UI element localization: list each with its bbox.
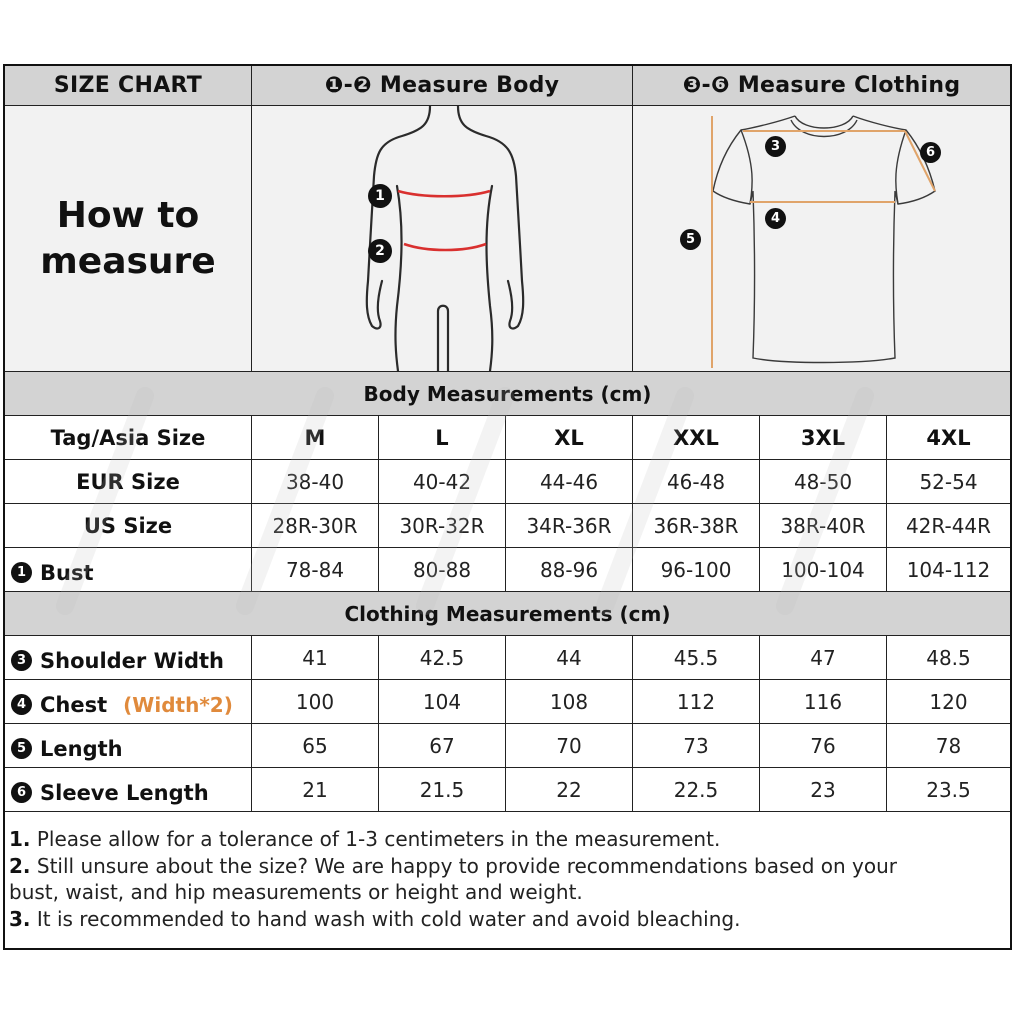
size-3xl: 3XL <box>800 425 846 450</box>
divider <box>632 415 633 591</box>
table-cell: 21 <box>302 777 328 802</box>
us-size-label: US Size <box>83 513 173 538</box>
size-m: M <box>304 425 326 450</box>
table-cell: 47 <box>810 645 836 670</box>
shoulder-width-label-cell <box>5 636 251 679</box>
marker-4-icon: 4 <box>11 694 32 715</box>
eur-size-label: EUR Size <box>76 469 180 494</box>
divider <box>759 635 760 811</box>
size-xxl: XXL <box>673 425 719 450</box>
bust-label-cell <box>5 548 251 591</box>
note-2-continued: bust, waist, and hip measurements or height and weight. <box>9 880 583 904</box>
marker-3-icon: 3 <box>11 650 32 671</box>
table-cell: 65 <box>302 733 328 758</box>
table-cell: 46-48 <box>666 469 726 494</box>
shoulder-width-label: Shoulder Width <box>40 648 224 673</box>
clothing-measurements-title: Clothing Measurements (cm) <box>344 601 671 626</box>
divider <box>251 66 252 371</box>
table-cell: 67 <box>429 733 455 758</box>
divider <box>5 503 1010 504</box>
table-cell: 41 <box>302 645 328 670</box>
length-label-cell <box>5 724 251 767</box>
table-cell: 34R-36R <box>526 513 612 538</box>
divider <box>759 415 760 591</box>
table-cell: 36R-38R <box>653 513 739 538</box>
marker-6-icon: 6 <box>11 782 32 803</box>
table-cell: 23 <box>810 777 836 802</box>
table-cell: 23.5 <box>926 777 971 802</box>
table-cell: 40-42 <box>412 469 472 494</box>
divider <box>5 415 1010 416</box>
notes-section <box>9 826 897 932</box>
table-cell: 48.5 <box>926 645 971 670</box>
divider <box>378 635 379 811</box>
table-cell: 104-112 <box>906 557 991 582</box>
shirt-figure <box>633 106 1010 371</box>
body-outline-icon <box>252 106 632 371</box>
divider <box>505 635 506 811</box>
marker-4-icon: 4 <box>765 208 786 229</box>
table-cell: 22.5 <box>673 777 719 802</box>
body-measurements-title: Body Measurements (cm) <box>363 381 652 406</box>
divider <box>378 415 379 591</box>
divider <box>632 66 633 371</box>
table-cell: 38R-40R <box>780 513 866 538</box>
table-cell: 100 <box>295 689 335 714</box>
table-cell: 70 <box>556 733 582 758</box>
divider <box>5 371 1010 372</box>
length-label: Length <box>40 736 123 761</box>
table-cell: 52-54 <box>919 469 978 494</box>
divider <box>505 415 506 591</box>
table-cell: 22 <box>556 777 582 802</box>
marker-5-icon: 5 <box>680 229 701 250</box>
divider <box>251 635 252 811</box>
divider <box>5 635 1010 636</box>
how-to-measure-line2: measure <box>40 240 216 282</box>
chest-label-cell <box>5 680 251 723</box>
body-figure <box>252 106 632 371</box>
table-cell: 42R-44R <box>905 513 992 538</box>
chest-width-note: (Width*2) <box>123 692 233 717</box>
size-chart-title: SIZE CHART <box>53 73 203 98</box>
how-to-measure-line1: How to <box>56 194 200 236</box>
size-chart-table <box>3 64 1012 950</box>
table-cell: 96-100 <box>660 557 732 582</box>
table-cell: 78-84 <box>285 557 345 582</box>
table-cell: 112 <box>676 689 716 714</box>
table-cell: 100-104 <box>781 557 865 582</box>
table-cell: 45.5 <box>673 645 719 670</box>
divider <box>5 767 1010 768</box>
how-to-measure-cell <box>5 106 251 371</box>
size-xl: XL <box>554 425 584 450</box>
sleeve-length-label: Sleeve Length <box>40 780 209 805</box>
table-cell: 44-46 <box>539 469 599 494</box>
table-cell: 116 <box>803 689 843 714</box>
size-header-label: Tag/Asia Size <box>50 425 206 450</box>
table-cell: 78 <box>935 733 962 758</box>
table-cell: 76 <box>810 733 836 758</box>
note-1: 1. Please allow for a tolerance of 1-3 centimeters in the measurement. <box>9 827 721 851</box>
divider <box>5 547 1010 548</box>
table-cell: 73 <box>683 733 709 758</box>
marker-6-icon: 6 <box>920 142 941 163</box>
size-4xl: 4XL <box>926 425 971 450</box>
table-cell: 104 <box>422 689 462 714</box>
marker-5-icon: 5 <box>11 738 32 759</box>
divider <box>5 811 1010 812</box>
marker-1-icon: 1 <box>11 562 32 583</box>
table-cell: 21.5 <box>419 777 465 802</box>
table-cell: 48-50 <box>793 469 853 494</box>
divider <box>251 415 252 591</box>
table-cell: 30R-32R <box>399 513 485 538</box>
marker-1-icon: 1 <box>368 184 392 208</box>
bust-label: Bust <box>40 560 94 585</box>
divider <box>886 635 887 811</box>
note-3: 3. It is recommended to hand wash with cold water and avoid bleaching. <box>9 906 741 931</box>
size-l: L <box>435 425 449 450</box>
divider <box>886 415 887 591</box>
divider <box>5 679 1010 680</box>
measure-body-title: ❶-❷ Measure Body <box>324 73 560 98</box>
table-cell: 44 <box>556 645 582 670</box>
sleeve-length-label-cell <box>5 768 251 811</box>
marker-2-icon: 2 <box>368 239 392 263</box>
divider <box>5 459 1010 460</box>
table-cell: 80-88 <box>412 557 472 582</box>
chest-label: Chest <box>40 692 108 717</box>
divider <box>5 105 1010 106</box>
marker-3-icon: 3 <box>765 136 786 157</box>
note-2: 2. Still unsure about the size? We are happy to provide recommendations based on your <box>9 853 897 878</box>
table-cell: 28R-30R <box>272 513 358 538</box>
table-cell: 108 <box>549 689 589 714</box>
divider <box>5 723 1010 724</box>
table-cell: 42.5 <box>419 645 465 670</box>
divider <box>5 591 1010 592</box>
table-cell: 38-40 <box>285 469 345 494</box>
table-cell: 120 <box>929 689 968 714</box>
table-cell: 88-96 <box>539 557 599 582</box>
measure-clothing-title: ❸-❻ Measure Clothing <box>682 73 961 98</box>
divider <box>632 635 633 811</box>
